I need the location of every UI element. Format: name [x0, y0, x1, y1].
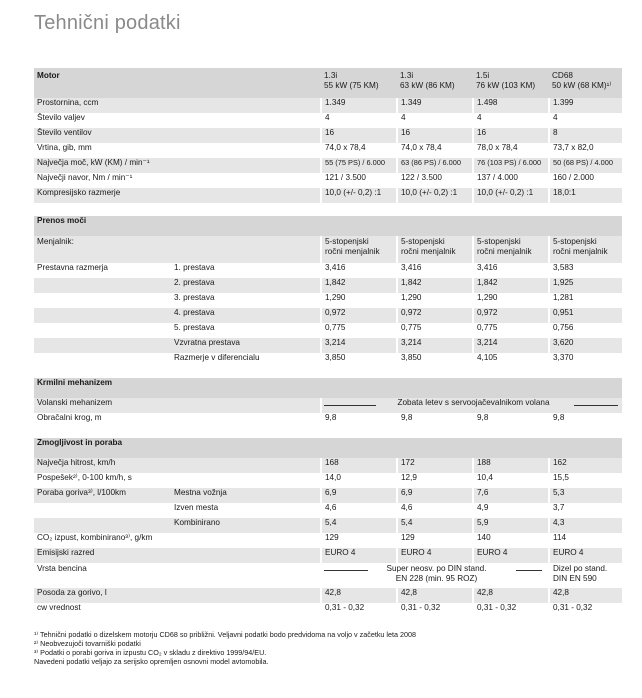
cell: 6,9	[321, 488, 397, 503]
dash-line	[324, 405, 376, 406]
table-row	[34, 548, 622, 563]
cell: EURO 4	[549, 548, 622, 563]
row-label: Volanski mehanizem	[34, 398, 321, 413]
engine-power: 55 kW (75 KM)	[324, 81, 379, 90]
sub-label: 1. prestava	[171, 263, 321, 278]
row-label: Največja moč, kW (KM) / min⁻¹	[34, 158, 321, 173]
cell: 1,842	[321, 278, 397, 293]
cell: 16	[321, 128, 397, 143]
table-row	[34, 173, 622, 188]
cell: 8	[549, 128, 622, 143]
cell: 7,6	[473, 488, 549, 503]
table-row	[34, 488, 622, 503]
sub-label: Razmerje v diferencialu	[171, 353, 321, 368]
footnote: ³⁾ Podatki o porabi goriva in izpustu CO₂ v skladu z direktivo 1999/94/EU.	[34, 648, 267, 657]
krmilni-table	[34, 378, 622, 428]
cell: 16	[473, 128, 549, 143]
cell: ročni menjalnik	[325, 247, 380, 256]
table-row	[34, 128, 622, 143]
row-label: Vrtina, gib, mm	[34, 143, 321, 158]
sub-label: 4. prestava	[171, 308, 321, 323]
table-row	[34, 263, 622, 278]
cell: 1,842	[473, 278, 549, 293]
cell: 4,3	[549, 518, 622, 533]
table-row	[34, 236, 622, 263]
cell: 1,290	[397, 293, 473, 308]
table-row	[34, 353, 622, 368]
footnotes	[34, 630, 416, 666]
table-row	[34, 113, 622, 128]
cell: 5-stopenjski	[325, 237, 369, 246]
cell: 3,850	[397, 353, 473, 368]
cell: 5,9	[473, 518, 549, 533]
engine-power: 50 kW (68 KM)¹⁾	[552, 81, 612, 90]
table-row	[34, 603, 622, 618]
engine-name: 1.3i	[324, 71, 338, 80]
cell: 9,8	[397, 413, 473, 428]
sub-label: Mestna vožnja	[171, 488, 321, 503]
cell: 63 (86 PS) / 6.000	[397, 158, 473, 173]
footnote: ¹⁾ Tehnični podatki o dizelskem motorju CD68 so približni. Veljavni podatki bodo predvidoma na voljo v začetku leta 2008	[34, 630, 416, 639]
sub-label: Kombinirano	[171, 518, 321, 533]
cell: 1,842	[397, 278, 473, 293]
cell: 9,8	[549, 413, 622, 428]
cell: 78,0 x 78,4	[473, 143, 549, 158]
sub-label: 3. prestava	[171, 293, 321, 308]
cell: EURO 4	[397, 548, 473, 563]
row-label: Kompresijsko razmerje	[34, 188, 321, 203]
fuel-type-cell	[321, 563, 549, 588]
sub-label: 2. prestava	[171, 278, 321, 293]
row-label: Število ventilov	[34, 128, 321, 143]
dash-line	[516, 570, 542, 571]
cell: 1,290	[473, 293, 549, 308]
cell: 1,290	[321, 293, 397, 308]
dash-line	[574, 405, 618, 406]
cell: 4,6	[397, 503, 473, 518]
cell: 12,9	[397, 473, 473, 488]
cell: 1,281	[549, 293, 622, 308]
row-label: Menjalnik:	[34, 236, 321, 263]
cell: 4,9	[473, 503, 549, 518]
cell: 129	[321, 533, 397, 548]
cell: Dizel po stand.	[553, 564, 608, 573]
cell: Super neosv. po DIN stand.	[386, 564, 487, 573]
cell: 3,370	[549, 353, 622, 368]
cell: 0,951	[549, 308, 622, 323]
cell: 1.349	[397, 98, 473, 113]
sub-label: Vzvratna prestava	[171, 338, 321, 353]
cell: 3,214	[397, 338, 473, 353]
cell: 10,4	[473, 473, 549, 488]
row-label: Posoda za gorivo, l	[34, 588, 321, 603]
cell: 18,0:1	[549, 188, 622, 203]
cell: 5,3	[549, 488, 622, 503]
cell: 3,850	[321, 353, 397, 368]
cell: 4	[321, 113, 397, 128]
cell: DIN EN 590	[553, 574, 597, 583]
cell: 121 / 3.500	[321, 173, 397, 188]
cell: 14,0	[321, 473, 397, 488]
cell: 162	[549, 458, 622, 473]
footnote: Navedeni podatki veljajo za serijsko opremljen osnovni model avtomobila.	[34, 657, 269, 666]
cell: ročni menjalnik	[477, 247, 532, 256]
cell: ročni menjalnik	[553, 247, 608, 256]
table-row	[34, 308, 622, 323]
cell: 0,31 - 0,32	[549, 603, 622, 618]
table-row	[34, 413, 622, 428]
table-row	[34, 323, 622, 338]
cell: 3,214	[321, 338, 397, 353]
cell: 10,0 (+/- 0,2) :1	[321, 188, 397, 203]
cell: 3,416	[321, 263, 397, 278]
table-row	[34, 338, 622, 353]
table-row	[34, 473, 622, 488]
cell: 3,7	[549, 503, 622, 518]
cell: 3,214	[473, 338, 549, 353]
cell: 114	[549, 533, 622, 548]
row-label: Prestavna razmerja	[34, 263, 171, 278]
cell: 4	[397, 113, 473, 128]
cell: 74,0 x 78,4	[321, 143, 397, 158]
table-row	[34, 458, 622, 473]
sub-label: 5. prestava	[171, 323, 321, 338]
zmogljivost-table	[34, 438, 622, 618]
table-row	[34, 503, 622, 518]
motor-header: Motor	[34, 68, 321, 98]
cell: EURO 4	[473, 548, 549, 563]
prenos-table	[34, 216, 622, 368]
row-label: Prostornina, ccm	[34, 98, 321, 113]
cell: 42,8	[397, 588, 473, 603]
cell: 172	[397, 458, 473, 473]
cell: 122 / 3.500	[397, 173, 473, 188]
cell: 1.399	[549, 98, 622, 113]
footnote: ²⁾ Neobvezujoči tovarniški podatki	[34, 639, 141, 648]
cell: 160 / 2.000	[549, 173, 622, 188]
engine-name: 1.3i	[400, 71, 414, 80]
cell: 16	[397, 128, 473, 143]
prenos-header: Prenos moči	[34, 216, 622, 236]
row-label: Emisijski razred	[34, 548, 321, 563]
table-row	[34, 563, 622, 588]
engine-power: 76 kW (103 KM)	[476, 81, 536, 90]
cell: 0,775	[473, 323, 549, 338]
table-row	[34, 518, 622, 533]
cell: 3,416	[397, 263, 473, 278]
row-label: Največja hitrost, km/h	[34, 458, 321, 473]
cell: 0,775	[397, 323, 473, 338]
steering-value-cell	[321, 398, 622, 413]
cell: 6,9	[397, 488, 473, 503]
table-row	[34, 188, 622, 203]
cell: 1.498	[473, 98, 549, 113]
cell: 0,756	[549, 323, 622, 338]
cell: 168	[321, 458, 397, 473]
cell: Zobata letev s servoojačevalnikom volana	[397, 398, 550, 407]
cell: 4	[473, 113, 549, 128]
cell: 0,972	[397, 308, 473, 323]
cell: 0,775	[321, 323, 397, 338]
table-row	[34, 398, 622, 413]
zmogljivost-header: Zmogljivost in poraba	[34, 438, 622, 458]
row-label: Število valjev	[34, 113, 321, 128]
row-label: cw vrednost	[34, 603, 321, 618]
cell: 42,8	[473, 588, 549, 603]
row-label: Poraba goriva³⁾, l/100km	[34, 488, 171, 503]
cell: 5,4	[321, 518, 397, 533]
cell: 73,7 x 82,0	[549, 143, 622, 158]
engine-name: 1.5i	[476, 71, 490, 80]
cell: 15,5	[549, 473, 622, 488]
table-row	[34, 98, 622, 113]
cell: EN 228 (min. 95 ROZ)	[395, 574, 478, 583]
table-row	[34, 143, 622, 158]
motor-table	[34, 68, 622, 203]
row-label: Vrsta bencina	[34, 563, 321, 588]
cell: 42,8	[321, 588, 397, 603]
cell: 129	[397, 533, 473, 548]
cell: 42,8	[549, 588, 622, 603]
cell: 9,8	[473, 413, 549, 428]
cell: 9,8	[321, 413, 397, 428]
cell: 5-stopenjski	[477, 237, 521, 246]
cell: 0,31 - 0,32	[397, 603, 473, 618]
cell: 10,0 (+/- 0,2) :1	[397, 188, 473, 203]
cell: 1.349	[321, 98, 397, 113]
page-title: Tehnični podatki	[34, 12, 181, 34]
cell: 4,105	[473, 353, 549, 368]
cell: ročni menjalnik	[401, 247, 456, 256]
cell: 188	[473, 458, 549, 473]
table-row	[34, 158, 622, 173]
cell: 5-stopenjski	[553, 237, 597, 246]
engine-power: 63 kW (86 KM)	[400, 81, 455, 90]
cell: 5-stopenjski	[401, 237, 445, 246]
row-label: Obračalni krog, m	[34, 413, 321, 428]
sub-label: Izven mesta	[171, 503, 321, 518]
cell: 5,4	[397, 518, 473, 533]
engine-name: CD68	[552, 71, 573, 80]
table-row	[34, 533, 622, 548]
cell: 10,0 (+/- 0,2) :1	[473, 188, 549, 203]
cell: 4	[549, 113, 622, 128]
table-row	[34, 588, 622, 603]
cell: EURO 4	[321, 548, 397, 563]
cell: 137 / 4.000	[473, 173, 549, 188]
row-label: Največji navor, Nm / min⁻¹	[34, 173, 321, 188]
krmilni-header: Krmilni mehanizem	[34, 378, 622, 398]
dash-line	[324, 570, 368, 571]
cell: 0,972	[321, 308, 397, 323]
table-row	[34, 293, 622, 308]
cell: 76 (103 PS) / 6.000	[473, 158, 549, 173]
cell: 3,620	[549, 338, 622, 353]
row-label: CO₂ izpust, kombinirano³⁾, g/km	[34, 533, 321, 548]
cell: 3,416	[473, 263, 549, 278]
row-label: Pospešek²⁾, 0-100 km/h, s	[34, 473, 321, 488]
cell: 55 (75 PS) / 6.000	[321, 158, 397, 173]
cell: 0,31 - 0,32	[321, 603, 397, 618]
cell: 140	[473, 533, 549, 548]
cell: 0,972	[473, 308, 549, 323]
cell: 1,925	[549, 278, 622, 293]
table-row	[34, 278, 622, 293]
cell: 50 (68 PS) / 4.000	[549, 158, 622, 173]
cell: 74,0 x 78,4	[397, 143, 473, 158]
cell: 3,583	[549, 263, 622, 278]
cell: 0,31 - 0,32	[473, 603, 549, 618]
cell: 4,6	[321, 503, 397, 518]
